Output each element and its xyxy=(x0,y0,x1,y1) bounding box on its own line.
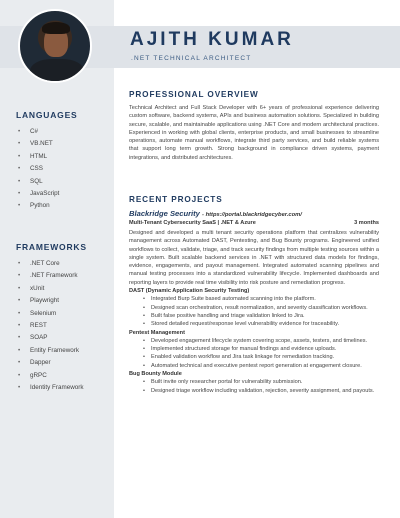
language-item: • HTML xyxy=(18,151,59,163)
project-name: Blackridge Security xyxy=(129,209,200,218)
project-bullet: • Automated technical and executive pentest report generation at engagement closure. xyxy=(151,362,379,370)
project-bullet: • Stored detailed request/response level vulnerability evidence for traceability. xyxy=(151,320,379,328)
framework-item: • .NET Framework xyxy=(18,270,84,282)
project-section-list xyxy=(129,378,379,395)
framework-item: • gRPC xyxy=(18,370,84,382)
language-item: • JavaScript xyxy=(18,188,59,200)
framework-item: • .NET Core xyxy=(18,258,84,270)
framework-item: • Identity Framework xyxy=(18,382,84,394)
frameworks-title: FRAMEWORKS xyxy=(16,242,87,252)
project-bullet: • Implemented structured storage for manual findings and evidence uploads. xyxy=(151,345,379,353)
language-item: • VB.NET xyxy=(18,138,59,150)
project-url[interactable]: - https://portal.blackridgecyber.com/ xyxy=(202,212,302,218)
project-bullet: • Developed engagement lifecycle system covering scope, assets, testers, and timelines. xyxy=(151,337,379,345)
language-item: • CSS xyxy=(18,163,59,175)
project-section-heading: Bug Bounty Module xyxy=(129,371,182,378)
photo-hair xyxy=(42,22,70,34)
project-section-heading: DAST (Dynamic Application Security Testing) xyxy=(129,288,250,295)
framework-item: • Selenium xyxy=(18,308,84,320)
language-item: • C# xyxy=(18,126,59,138)
language-item: • SQL xyxy=(18,176,59,188)
project-bullet: • Designed scan orchestration, result normalization, and severity classification workflows. xyxy=(151,304,379,312)
framework-item: • SOAP xyxy=(18,332,84,344)
project-bullet: • Built invite only researcher portal for vulnerability submission. xyxy=(151,378,379,386)
project-duration: 3 months xyxy=(354,220,379,226)
project-subtitle: Multi-Tenant Cybersecurity SaaS | .NET & Azure xyxy=(129,220,256,226)
project-bullet: • Built false positive handling and triage validation linked to Jira. xyxy=(151,312,379,320)
project-section-list xyxy=(129,337,379,370)
overview-title: PROFESSIONAL OVERVIEW xyxy=(129,90,259,99)
project-subtitle-row xyxy=(129,220,379,226)
project-title xyxy=(129,209,379,218)
profile-photo xyxy=(18,9,92,83)
framework-item: • REST xyxy=(18,320,84,332)
project-bullet: • Integrated Burp Suite based automated scanning into the platform. xyxy=(151,295,379,303)
project-sections xyxy=(129,287,379,395)
overview-text: Technical Architect and Full Stack Developer with 6+ years of professional experience delivering custom software, backend systems, APIs and business automation solutions. Specialized in building secure, scalable, and maintainable applications using .NET Core and modern architectural practices. Experienced in working with global clients, enterprise products, and small businesses to streamline operations, automate manual workflows, integrate third party services, and build reliable systems that support long term growth. Strong background in compliance driven systems, payment integrations, and distributed architectures. xyxy=(129,105,379,161)
framework-item: • Dapper xyxy=(18,357,84,369)
candidate-name: AJITH KUMAR xyxy=(130,29,294,50)
framework-item: • Entity Framework xyxy=(18,345,84,357)
project-section-heading: Pentest Management xyxy=(129,329,185,336)
project-block xyxy=(129,209,379,395)
frameworks-list xyxy=(18,258,84,394)
photo-shirt xyxy=(30,59,84,83)
project-bullet: • Enabled validation workflow and Jira task linkage for remediation tracking. xyxy=(151,353,379,361)
language-item: • Python xyxy=(18,200,59,212)
project-section-list xyxy=(129,295,379,328)
framework-item: • Playwright xyxy=(18,295,84,307)
framework-item: • xUnit xyxy=(18,283,84,295)
languages-list xyxy=(18,126,59,213)
projects-title: RECENT PROJECTS xyxy=(129,195,223,204)
candidate-role: .NET TECHNICAL ARCHITECT xyxy=(131,55,252,62)
project-bullet: • Designed triage workflow including validation, rejection, severity assignment, and payouts. xyxy=(151,387,379,395)
languages-title: LANGUAGES xyxy=(16,110,78,120)
project-description: Designed and developed a multi tenant security operations platform that centralizes vulnerability management across Automated DAST, Pentesting, and Bug Bounty programs. Engineered unified workflows to collect, validate, triage, and track security findings from multiple testing sources within a single system. Built scalable backend services in .NET with structured data models for findings, evidence, engagements, and payout management. Integrated automated scanning pipelines and manual testing processes into a standardized vulnerability lifecycle. Implemented dashboards and reporting layers to provide real time visibility into risk posture and remediation progress. xyxy=(129,230,379,286)
